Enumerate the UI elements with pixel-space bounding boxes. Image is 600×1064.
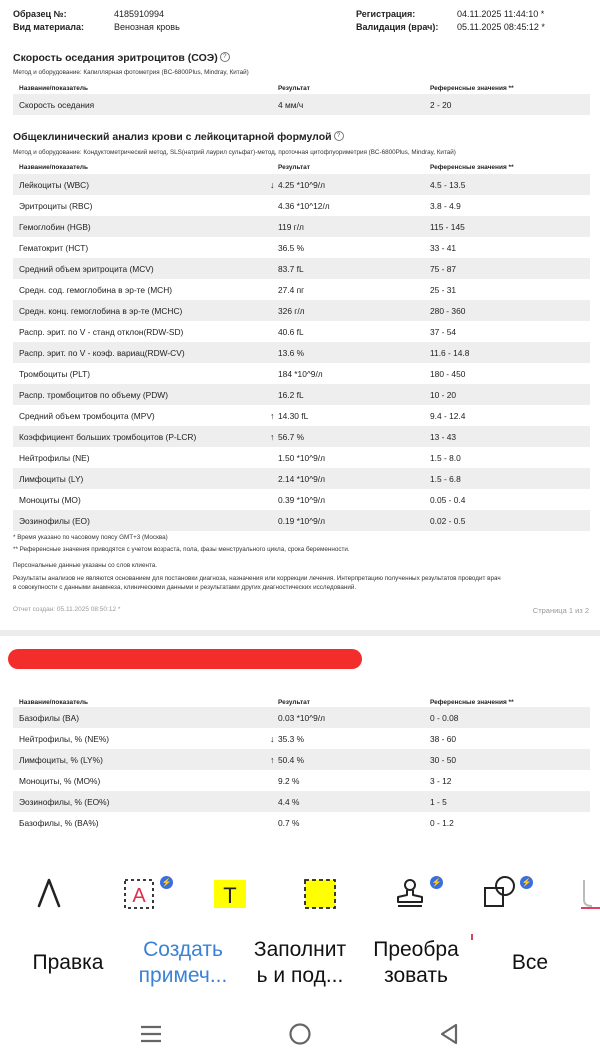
area-highlight-tool-icon[interactable]: [302, 872, 338, 912]
page-number: Страница 1 из 2: [532, 606, 589, 615]
row-reference: 280 - 360: [430, 306, 466, 316]
row-result: 16.2 fL: [278, 390, 304, 400]
row-name: Гемоглобин (HGB): [19, 222, 91, 232]
table-row: [13, 216, 590, 237]
header-name: Название/показатель: [19, 164, 89, 171]
premium-badge-icon: ⚡: [161, 878, 172, 887]
cbc-title-text: Общеклинический анализ крови с лейкоцитарной формулой: [13, 131, 332, 143]
row-reference: 11.6 - 14.8: [430, 348, 470, 358]
more-tools-icon[interactable]: [578, 872, 600, 912]
row-reference: 9.4 - 12.4: [430, 411, 466, 421]
row-result: 56.7 %: [278, 432, 305, 442]
row-reference: 2 - 20: [430, 100, 452, 110]
table-row: [13, 405, 590, 426]
menu-all[interactable]: Все: [511, 951, 549, 974]
svg-text:A: A: [132, 885, 146, 907]
validation-value: 05.11.2025 08:45:12 *: [457, 22, 545, 32]
note-timezone: * Время указано по часовому поясу GMT+3 (Москва): [13, 534, 168, 541]
header-name: Название/показатель: [19, 85, 89, 92]
row-result: 83.7 fL: [278, 264, 304, 274]
row-name: Средний объем эритроцита (MCV): [19, 264, 154, 274]
validation-label: Валидация (врач):: [356, 22, 439, 32]
row-result: 50.4 %: [278, 755, 305, 765]
row-reference: 3.8 - 4.9: [430, 201, 461, 211]
help-icon[interactable]: ?: [334, 131, 344, 141]
help-icon[interactable]: ?: [220, 52, 230, 62]
row-reference: 115 - 145: [430, 222, 465, 232]
material-label: Вид материала:: [13, 22, 84, 32]
row-reference: 1.5 - 8.0: [430, 453, 461, 463]
table-row: [13, 237, 590, 258]
header-name: Название/показатель: [19, 699, 89, 706]
row-reference: 13 - 43: [430, 432, 457, 442]
shapes-tool-icon[interactable]: [482, 872, 532, 912]
row-name: Эритроциты (RBC): [19, 201, 93, 211]
material-value: Венозная кровь: [114, 22, 180, 32]
row-result: 35.3 %: [278, 734, 305, 744]
esr-table: [13, 94, 590, 115]
table-row: [13, 258, 590, 279]
menu-convert-line-2: зовать: [384, 964, 448, 987]
row-reference: 33 - 41: [430, 243, 457, 253]
table-row: [13, 426, 590, 447]
arrow-up-icon: ↑: [270, 411, 275, 421]
row-result: 1.50 *10^9/л: [278, 453, 326, 463]
cbc-table: [13, 174, 590, 531]
premium-badge-icon: ⚡: [521, 878, 532, 887]
menu-convert-line-1: Преобра: [373, 938, 459, 961]
sample-value: 4185910994: [114, 9, 165, 19]
row-result: 14.30 fL: [278, 411, 309, 421]
row-name: Лимфоциты, % (LY%): [19, 755, 103, 765]
row-result: 40.6 fL: [278, 327, 304, 337]
menu-fill-line-2: ь и под...: [256, 964, 344, 987]
row-name: Моноциты, % (MO%): [19, 776, 101, 786]
table-row: [13, 728, 590, 749]
cbc-table-header: [13, 162, 590, 174]
table-row: [13, 94, 590, 115]
table-row: [13, 770, 590, 791]
table-row: [13, 749, 590, 770]
row-result: 2.14 *10^9/л: [278, 474, 326, 484]
note-disclaimer-1: Результаты анализов не являются основанием для постановки диагноза, назначения или коррекции лечения. Интерпретацию полученных результатов проводит врач: [13, 575, 501, 582]
row-reference: 1 - 5: [430, 797, 447, 807]
page2-table: [13, 707, 590, 833]
menu-fill-and-sign[interactable]: [241, 937, 359, 989]
header-reference: Референсные значения **: [430, 85, 514, 92]
row-name: Средн. сод. гемоглобина в эр-те (MCH): [19, 285, 173, 295]
highlight-text-tool-icon[interactable]: [212, 872, 248, 912]
header-result: Результат: [278, 699, 310, 706]
annotation-toolbar: [0, 860, 600, 924]
table-row: [13, 384, 590, 405]
recent-apps-icon[interactable]: [136, 1019, 166, 1049]
row-reference: 10 - 20: [430, 390, 457, 400]
arrow-down-icon: ↓: [270, 180, 275, 190]
bottom-menu: [0, 926, 600, 1004]
row-result: 0.03 *10^9/л: [278, 713, 326, 723]
arrow-up-icon: ↑: [270, 755, 275, 765]
report-meta: [13, 8, 590, 34]
table-row: [13, 489, 590, 510]
esr-title-text: Скорость оседания эритроцитов (СОЭ): [13, 52, 218, 64]
esr-section-title: [13, 52, 230, 64]
row-name: Лейкоциты (WBC): [19, 180, 90, 190]
note-reference: ** Референсные значения приводятся с учетом возраста, пола, фазы менструального цикла, срока беременности.: [13, 546, 350, 553]
row-name: Базофилы, % (BA%): [19, 818, 99, 828]
table-row: [13, 812, 590, 833]
menu-create-line-1: Создать: [143, 938, 223, 961]
row-result: 36.5 %: [278, 243, 305, 253]
esr-method: Метод и оборудование: Капиллярная фотометрия (BC-6800Plus, Mindray, Китай): [13, 69, 249, 76]
table-row: [13, 195, 590, 216]
row-reference: 38 - 60: [430, 734, 457, 744]
row-reference: 4.5 - 13.5: [430, 180, 466, 190]
row-reference: 25 - 31: [430, 285, 457, 295]
row-name: Распр. тромбоцитов по объему (PDW): [19, 390, 168, 400]
header-result: Результат: [278, 85, 310, 92]
row-result: 0.39 *10^9/л: [278, 495, 326, 505]
text-box-tool-icon[interactable]: [122, 872, 172, 912]
row-name: Распр. эрит. по V - станд отклон(RDW-SD): [19, 327, 184, 337]
row-reference: 0.02 - 0.5: [430, 516, 466, 526]
row-result: 4.25 *10^9/л: [278, 180, 326, 190]
report-page-2: [0, 636, 600, 850]
report-created: Отчет создан: 05.11.2025 08:50:12 *: [13, 606, 121, 613]
svg-text:T: T: [223, 883, 237, 908]
table-row: [13, 279, 590, 300]
table-row: [13, 447, 590, 468]
row-result: 184 *10^9/л: [278, 369, 323, 379]
row-result: 0.19 *10^9/л: [278, 516, 326, 526]
home-icon[interactable]: [285, 1019, 315, 1049]
back-icon[interactable]: [434, 1019, 464, 1049]
row-name: Эозинофилы (EO): [19, 516, 90, 526]
system-navigation-bar: [0, 1004, 600, 1064]
row-result: 4.4 %: [278, 797, 300, 807]
menu-edit[interactable]: Правка: [32, 951, 104, 974]
table-row: [13, 342, 590, 363]
header-result: Результат: [278, 164, 310, 171]
header-reference: Референсные значения **: [430, 699, 514, 706]
arrow-up-icon: ↑: [270, 432, 275, 442]
stamp-tool-icon[interactable]: [392, 872, 442, 912]
row-name: Базофилы (BA): [19, 713, 80, 723]
sample-label: Образец №:: [13, 9, 67, 19]
row-reference: 0.05 - 0.4: [430, 495, 466, 505]
table-row: [13, 791, 590, 812]
premium-badge-icon: ⚡: [431, 878, 442, 887]
note-personal: Персональные данные указаны со слов клиента.: [13, 562, 157, 569]
row-result: 0.7 %: [278, 818, 300, 828]
row-name: Нейтрофилы, % (NE%): [19, 734, 110, 744]
row-name: Коэффициент больших тромбоцитов (P-LCR): [19, 432, 197, 442]
row-name: Лимфоциты (LY): [19, 474, 84, 484]
header-reference: Референсные значения **: [430, 164, 514, 171]
row-name: Нейтрофилы (NE): [19, 453, 90, 463]
registration-value: 04.11.2025 11:44:10 *: [457, 9, 545, 19]
row-result: 27.4 пг: [278, 285, 305, 295]
row-reference: 30 - 50: [430, 755, 457, 765]
table-row: [13, 363, 590, 384]
menu-fill-line-1: Заполнит: [253, 938, 347, 961]
row-reference: 3 - 12: [430, 776, 452, 786]
pen-tool-icon[interactable]: [31, 872, 67, 912]
row-reference: 37 - 54: [430, 327, 457, 337]
registration-label: Регистрация:: [356, 9, 416, 19]
row-result: 4.36 *10^12/л: [278, 201, 330, 211]
row-result: 119 г/л: [278, 222, 304, 232]
notification-mark: [471, 934, 473, 940]
row-name: Распр. эрит. по V - коэф. вариац(RDW-CV): [19, 348, 185, 358]
row-reference: 1.5 - 6.8: [430, 474, 461, 484]
row-result: 4 мм/ч: [278, 100, 304, 110]
table-row: [13, 707, 590, 728]
row-reference: 0 - 0.08: [430, 713, 459, 723]
row-name: Скорость оседания: [19, 100, 95, 110]
row-name: Моноциты (MO): [19, 495, 81, 505]
note-disclaimer-2: в совокупности с данными анамнеза, клиническими данными и результатами других диагностических исследований.: [13, 584, 357, 591]
row-name: Средн. конц. гемоглобина в эр-те (MCHC): [19, 306, 183, 316]
table-row: [13, 300, 590, 321]
cbc-method: Метод и оборудование: Кондуктометрический метод, SLS(натрий лаурил сульфат)-метод, проточная цитофлуориметрия (BC-6800Plus, Mindray, Китай): [13, 149, 456, 156]
table-row: [13, 174, 590, 195]
row-name: Средний объем тромбоцита (MPV): [19, 411, 155, 421]
cbc-section-title: [13, 131, 344, 143]
row-result: 9.2 %: [278, 776, 300, 786]
redaction-mark: [8, 649, 362, 669]
table-row: [13, 321, 590, 342]
row-result: 13.6 %: [278, 348, 305, 358]
row-reference: 75 - 87: [430, 264, 457, 274]
menu-create-line-2: примеч...: [138, 964, 228, 987]
row-result: 326 г/л: [278, 306, 305, 316]
arrow-down-icon: ↓: [270, 734, 275, 744]
row-name: Гематокрит (HCT): [19, 243, 89, 253]
row-name: Тромбоциты (PLT): [19, 369, 91, 379]
row-reference: 0 - 1.2: [430, 818, 454, 828]
menu-convert[interactable]: [358, 937, 474, 989]
menu-create-note[interactable]: [125, 937, 241, 989]
table-row: [13, 468, 590, 489]
row-name: Эозинофилы, % (EO%): [19, 797, 110, 807]
row-reference: 180 - 450: [430, 369, 466, 379]
table-row: [13, 510, 590, 531]
